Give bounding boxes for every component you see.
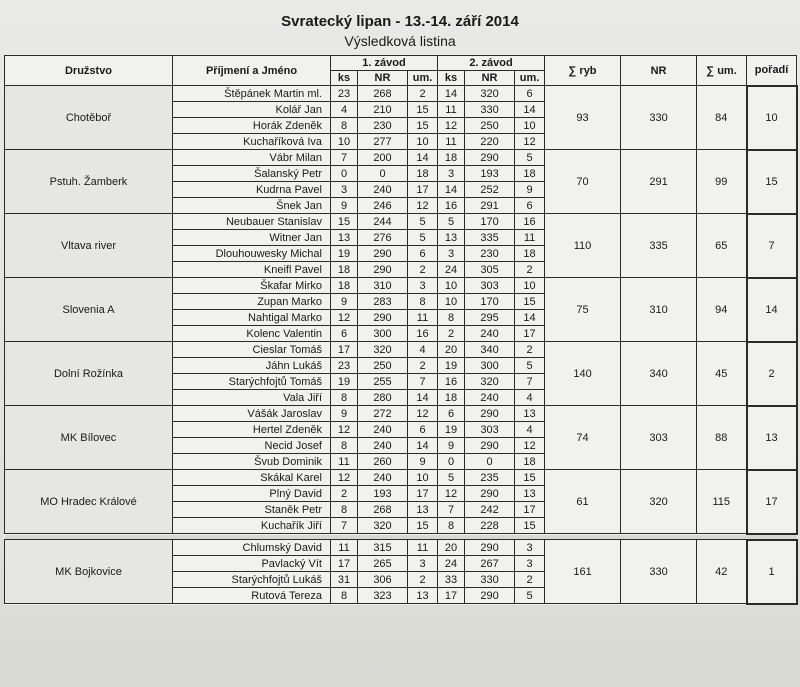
round-1-um: 14 [408,150,438,166]
round-2-ks: 3 [438,166,465,182]
round-2-ks: 24 [438,556,465,572]
round-1-nr: 230 [358,118,408,134]
round-2-ks: 10 [438,294,465,310]
round-1-nr: 277 [358,134,408,150]
round-1-um: 12 [408,198,438,214]
round-2-ks: 17 [438,588,465,604]
team-sum-fish: 74 [545,406,621,470]
round-2-nr: 242 [465,502,515,518]
round-2-nr: 250 [465,118,515,134]
round-1-nr: 306 [358,572,408,588]
team-name: MK Bílovec [5,406,173,470]
header-r1-um: um. [408,71,438,86]
competitor-name: Štěpánek Martin ml. [173,86,331,102]
team-nr: 340 [621,342,697,406]
header-round-1: 1. závod [331,56,438,71]
table-body [5,86,797,604]
round-1-um: 7 [408,374,438,390]
round-1-ks: 0 [331,166,358,182]
team-name: Slovenia A [5,278,173,342]
round-2-um: 10 [515,118,545,134]
round-2-nr: 340 [465,342,515,358]
round-1-ks: 18 [331,278,358,294]
team-name: Chotěboř [5,86,173,150]
round-2-ks: 16 [438,374,465,390]
round-2-nr: 0 [465,454,515,470]
round-1-um: 16 [408,326,438,342]
header-name: Příjmení a Jméno [173,56,331,86]
team-sum-um: 99 [697,150,747,214]
round-1-um: 15 [408,102,438,118]
round-1-ks: 15 [331,214,358,230]
round-1-um: 4 [408,342,438,358]
table-row [5,470,797,486]
table-header [5,56,797,86]
round-1-um: 2 [408,262,438,278]
competitor-name: Kneifl Pavel [173,262,331,278]
round-1-nr: 200 [358,150,408,166]
round-2-ks: 20 [438,342,465,358]
round-2-um: 12 [515,438,545,454]
team-place: 15 [747,150,797,214]
round-1-um: 15 [408,118,438,134]
round-2-ks: 8 [438,518,465,534]
round-1-nr: 240 [358,438,408,454]
round-1-um: 13 [408,502,438,518]
round-1-nr: 193 [358,486,408,502]
round-1-nr: 283 [358,294,408,310]
round-2-nr: 303 [465,278,515,294]
round-1-um: 12 [408,406,438,422]
table-row [5,86,797,102]
competitor-name: Kuchařík Jiří [173,518,331,534]
table-row [5,278,797,294]
round-2-ks: 5 [438,470,465,486]
round-1-nr: 255 [358,374,408,390]
round-2-ks: 14 [438,86,465,102]
round-2-nr: 291 [465,198,515,214]
round-1-ks: 3 [331,182,358,198]
round-2-ks: 18 [438,390,465,406]
round-1-ks: 12 [331,470,358,486]
round-2-um: 7 [515,374,545,390]
team-name: MO Hradec Králové [5,470,173,534]
header-nr-total: NR [621,56,697,86]
round-2-nr: 290 [465,406,515,422]
competitor-name: Vábr Milan [173,150,331,166]
round-1-um: 8 [408,294,438,310]
team-nr: 303 [621,406,697,470]
round-1-um: 2 [408,572,438,588]
round-2-nr: 240 [465,326,515,342]
round-2-ks: 7 [438,502,465,518]
team-name: MK Bojkovice [5,540,173,604]
round-1-nr: 315 [358,540,408,556]
round-1-um: 11 [408,540,438,556]
round-2-ks: 20 [438,540,465,556]
competitor-name: Kudrna Pavel [173,182,331,198]
round-2-um: 2 [515,262,545,278]
round-1-um: 5 [408,230,438,246]
round-1-ks: 2 [331,486,358,502]
round-2-nr: 290 [465,438,515,454]
round-2-nr: 300 [465,358,515,374]
round-2-um: 6 [515,198,545,214]
table-row [5,540,797,556]
team-name: Pstuh. Žamberk [5,150,173,214]
team-sum-um: 84 [697,86,747,150]
round-2-nr: 252 [465,182,515,198]
round-2-nr: 228 [465,518,515,534]
team-sum-um: 42 [697,540,747,604]
round-1-ks: 19 [331,246,358,262]
team-sum-fish: 93 [545,86,621,150]
competitor-name: Šnek Jan [173,198,331,214]
team-sum-um: 115 [697,470,747,534]
round-1-um: 13 [408,588,438,604]
round-1-um: 3 [408,556,438,572]
team-name: Dolní Rožínka [5,342,173,406]
round-1-um: 17 [408,182,438,198]
round-2-ks: 14 [438,182,465,198]
round-2-nr: 290 [465,486,515,502]
team-nr: 330 [621,540,697,604]
round-1-nr: 268 [358,502,408,518]
round-2-nr: 303 [465,422,515,438]
round-1-um: 11 [408,310,438,326]
competitor-name: Neubauer Stanislav [173,214,331,230]
round-2-ks: 2 [438,326,465,342]
competitor-name: Jáhn Lukáš [173,358,331,374]
round-1-um: 14 [408,390,438,406]
round-1-nr: 290 [358,310,408,326]
table-row [5,342,797,358]
round-2-um: 17 [515,502,545,518]
team-nr: 335 [621,214,697,278]
round-1-nr: 246 [358,198,408,214]
round-1-ks: 8 [331,118,358,134]
round-2-nr: 290 [465,150,515,166]
round-2-nr: 170 [465,294,515,310]
round-1-nr: 0 [358,166,408,182]
team-nr: 330 [621,86,697,150]
round-2-ks: 11 [438,134,465,150]
round-1-ks: 13 [331,230,358,246]
round-1-um: 14 [408,438,438,454]
round-2-ks: 0 [438,454,465,470]
round-2-ks: 3 [438,246,465,262]
round-1-um: 18 [408,166,438,182]
team-place: 7 [747,214,797,278]
competitor-name: Zupan Marko [173,294,331,310]
round-2-nr: 170 [465,214,515,230]
round-1-ks: 7 [331,150,358,166]
round-2-um: 18 [515,454,545,470]
team-place: 14 [747,278,797,342]
competitor-name: Vala Jiří [173,390,331,406]
team-sum-fish: 140 [545,342,621,406]
competitor-name: Kolář Jan [173,102,331,118]
competitor-name: Nahtigal Marko [173,310,331,326]
round-2-nr: 295 [465,310,515,326]
round-2-um: 18 [515,166,545,182]
team-nr: 291 [621,150,697,214]
round-1-nr: 320 [358,342,408,358]
round-2-ks: 12 [438,118,465,134]
round-1-nr: 290 [358,246,408,262]
round-2-um: 10 [515,278,545,294]
round-2-um: 5 [515,358,545,374]
round-1-ks: 4 [331,102,358,118]
round-2-ks: 19 [438,422,465,438]
team-sum-fish: 161 [545,540,621,604]
round-1-nr: 280 [358,390,408,406]
header-r2-nr: NR [465,71,515,86]
team-sum-fish: 61 [545,470,621,534]
team-place: 2 [747,342,797,406]
round-2-um: 16 [515,214,545,230]
round-1-ks: 23 [331,358,358,374]
table-row [5,406,797,422]
round-1-ks: 8 [331,438,358,454]
round-1-nr: 244 [358,214,408,230]
round-2-um: 14 [515,102,545,118]
round-1-um: 2 [408,86,438,102]
round-1-ks: 18 [331,262,358,278]
round-2-nr: 220 [465,134,515,150]
round-1-nr: 240 [358,470,408,486]
round-1-nr: 265 [358,556,408,572]
competitor-name: Škafar Mirko [173,278,331,294]
header-r1-ks: ks [331,71,358,86]
round-1-um: 10 [408,470,438,486]
competitor-name: Vášák Jaroslav [173,406,331,422]
round-1-ks: 7 [331,518,358,534]
header-round-2: 2. závod [438,56,545,71]
round-2-nr: 230 [465,246,515,262]
round-1-ks: 23 [331,86,358,102]
round-2-nr: 305 [465,262,515,278]
round-1-nr: 240 [358,422,408,438]
round-1-ks: 12 [331,422,358,438]
round-2-nr: 240 [465,390,515,406]
round-2-ks: 24 [438,262,465,278]
round-1-nr: 210 [358,102,408,118]
round-2-ks: 12 [438,486,465,502]
round-1-ks: 31 [331,572,358,588]
round-1-nr: 260 [358,454,408,470]
round-1-um: 15 [408,518,438,534]
round-1-nr: 250 [358,358,408,374]
round-2-nr: 290 [465,588,515,604]
round-2-um: 3 [515,556,545,572]
round-1-ks: 9 [331,406,358,422]
round-2-um: 17 [515,326,545,342]
round-2-nr: 290 [465,540,515,556]
round-2-um: 4 [515,390,545,406]
round-1-um: 2 [408,358,438,374]
round-1-um: 10 [408,134,438,150]
round-1-ks: 19 [331,374,358,390]
round-1-ks: 12 [331,310,358,326]
round-1-um: 9 [408,454,438,470]
team-sum-fish: 110 [545,214,621,278]
round-1-ks: 8 [331,588,358,604]
competitor-name: Chlumský David [173,540,331,556]
round-2-um: 5 [515,588,545,604]
competitor-name: Witner Jan [173,230,331,246]
team-place: 1 [747,540,797,604]
round-1-nr: 268 [358,86,408,102]
header-r2-um: um. [515,71,545,86]
header-team: Družstvo [5,56,173,86]
page-subtitle: Výsledková listina [344,33,456,49]
team-sum-um: 45 [697,342,747,406]
team-sum-um: 65 [697,214,747,278]
round-2-um: 13 [515,486,545,502]
header-sum-fish: ∑ ryb [545,56,621,86]
team-place: 10 [747,86,797,150]
round-1-nr: 300 [358,326,408,342]
round-1-ks: 9 [331,198,358,214]
round-2-ks: 8 [438,310,465,326]
competitor-name: Šalanský Petr [173,166,331,182]
round-2-nr: 267 [465,556,515,572]
team-nr: 310 [621,278,697,342]
competitor-name: Hertel Zdeněk [173,422,331,438]
round-1-ks: 6 [331,326,358,342]
round-1-ks: 8 [331,390,358,406]
round-2-um: 6 [515,86,545,102]
team-nr: 320 [621,470,697,534]
round-1-nr: 272 [358,406,408,422]
round-2-um: 15 [515,470,545,486]
round-2-ks: 6 [438,406,465,422]
round-2-ks: 33 [438,572,465,588]
competitor-name: Pavlacký Vít [173,556,331,572]
competitor-name: Plný David [173,486,331,502]
round-2-um: 15 [515,518,545,534]
round-1-nr: 320 [358,518,408,534]
header-place: pořadí [747,56,797,86]
round-1-nr: 310 [358,278,408,294]
competitor-name: Kuchaříková Iva [173,134,331,150]
round-1-ks: 17 [331,556,358,572]
round-1-nr: 240 [358,182,408,198]
competitor-name: Skákal Karel [173,470,331,486]
round-1-ks: 10 [331,134,358,150]
round-1-um: 5 [408,214,438,230]
round-2-um: 4 [515,422,545,438]
header-r2-ks: ks [438,71,465,86]
round-2-ks: 11 [438,102,465,118]
round-1-ks: 8 [331,502,358,518]
round-2-um: 18 [515,246,545,262]
round-2-ks: 9 [438,438,465,454]
round-2-um: 15 [515,294,545,310]
round-2-nr: 320 [465,374,515,390]
team-sum-fish: 75 [545,278,621,342]
round-1-ks: 11 [331,454,358,470]
round-1-um: 17 [408,486,438,502]
competitor-name: Kolenc Valentin [173,326,331,342]
team-place: 17 [747,470,797,534]
round-2-um: 3 [515,540,545,556]
round-2-um: 5 [515,150,545,166]
round-2-nr: 330 [465,572,515,588]
round-1-nr: 323 [358,588,408,604]
competitor-name: Starýchfojtů Tomáš [173,374,331,390]
round-1-um: 6 [408,246,438,262]
round-1-ks: 17 [331,342,358,358]
round-2-ks: 19 [438,358,465,374]
round-1-nr: 290 [358,262,408,278]
round-1-ks: 11 [331,540,358,556]
round-1-nr: 276 [358,230,408,246]
team-sum-um: 88 [697,406,747,470]
round-2-um: 14 [515,310,545,326]
team-place: 13 [747,406,797,470]
competitor-name: Starýchfojtů Lukáš [173,572,331,588]
team-name: Vltava river [5,214,173,278]
round-2-nr: 193 [465,166,515,182]
round-2-nr: 235 [465,470,515,486]
competitor-name: Necid Josef [173,438,331,454]
competitor-name: Švub Dominik [173,454,331,470]
round-1-um: 3 [408,278,438,294]
team-sum-um: 94 [697,278,747,342]
competitor-name: Dlouhouwesky Michal [173,246,331,262]
page-title: Svratecký lipan - 13.-14. září 2014 [281,13,519,30]
round-2-nr: 320 [465,86,515,102]
competitor-name: Horák Zdeněk [173,118,331,134]
round-2-um: 13 [515,406,545,422]
table-row [5,214,797,230]
round-2-um: 9 [515,182,545,198]
header-sum-um: ∑ um. [697,56,747,86]
round-2-ks: 10 [438,278,465,294]
round-1-um: 6 [408,422,438,438]
round-2-um: 12 [515,134,545,150]
round-2-ks: 18 [438,150,465,166]
round-2-um: 2 [515,572,545,588]
results-table [4,55,798,605]
competitor-name: Cieslar Tomáš [173,342,331,358]
round-2-um: 11 [515,230,545,246]
table-row [5,150,797,166]
round-2-nr: 330 [465,102,515,118]
competitor-name: Rutová Tereza [173,588,331,604]
round-2-ks: 5 [438,214,465,230]
round-2-um: 2 [515,342,545,358]
round-2-ks: 13 [438,230,465,246]
round-2-ks: 16 [438,198,465,214]
round-1-ks: 9 [331,294,358,310]
competitor-name: Staněk Petr [173,502,331,518]
round-2-nr: 335 [465,230,515,246]
team-sum-fish: 70 [545,150,621,214]
header-r1-nr: NR [358,71,408,86]
